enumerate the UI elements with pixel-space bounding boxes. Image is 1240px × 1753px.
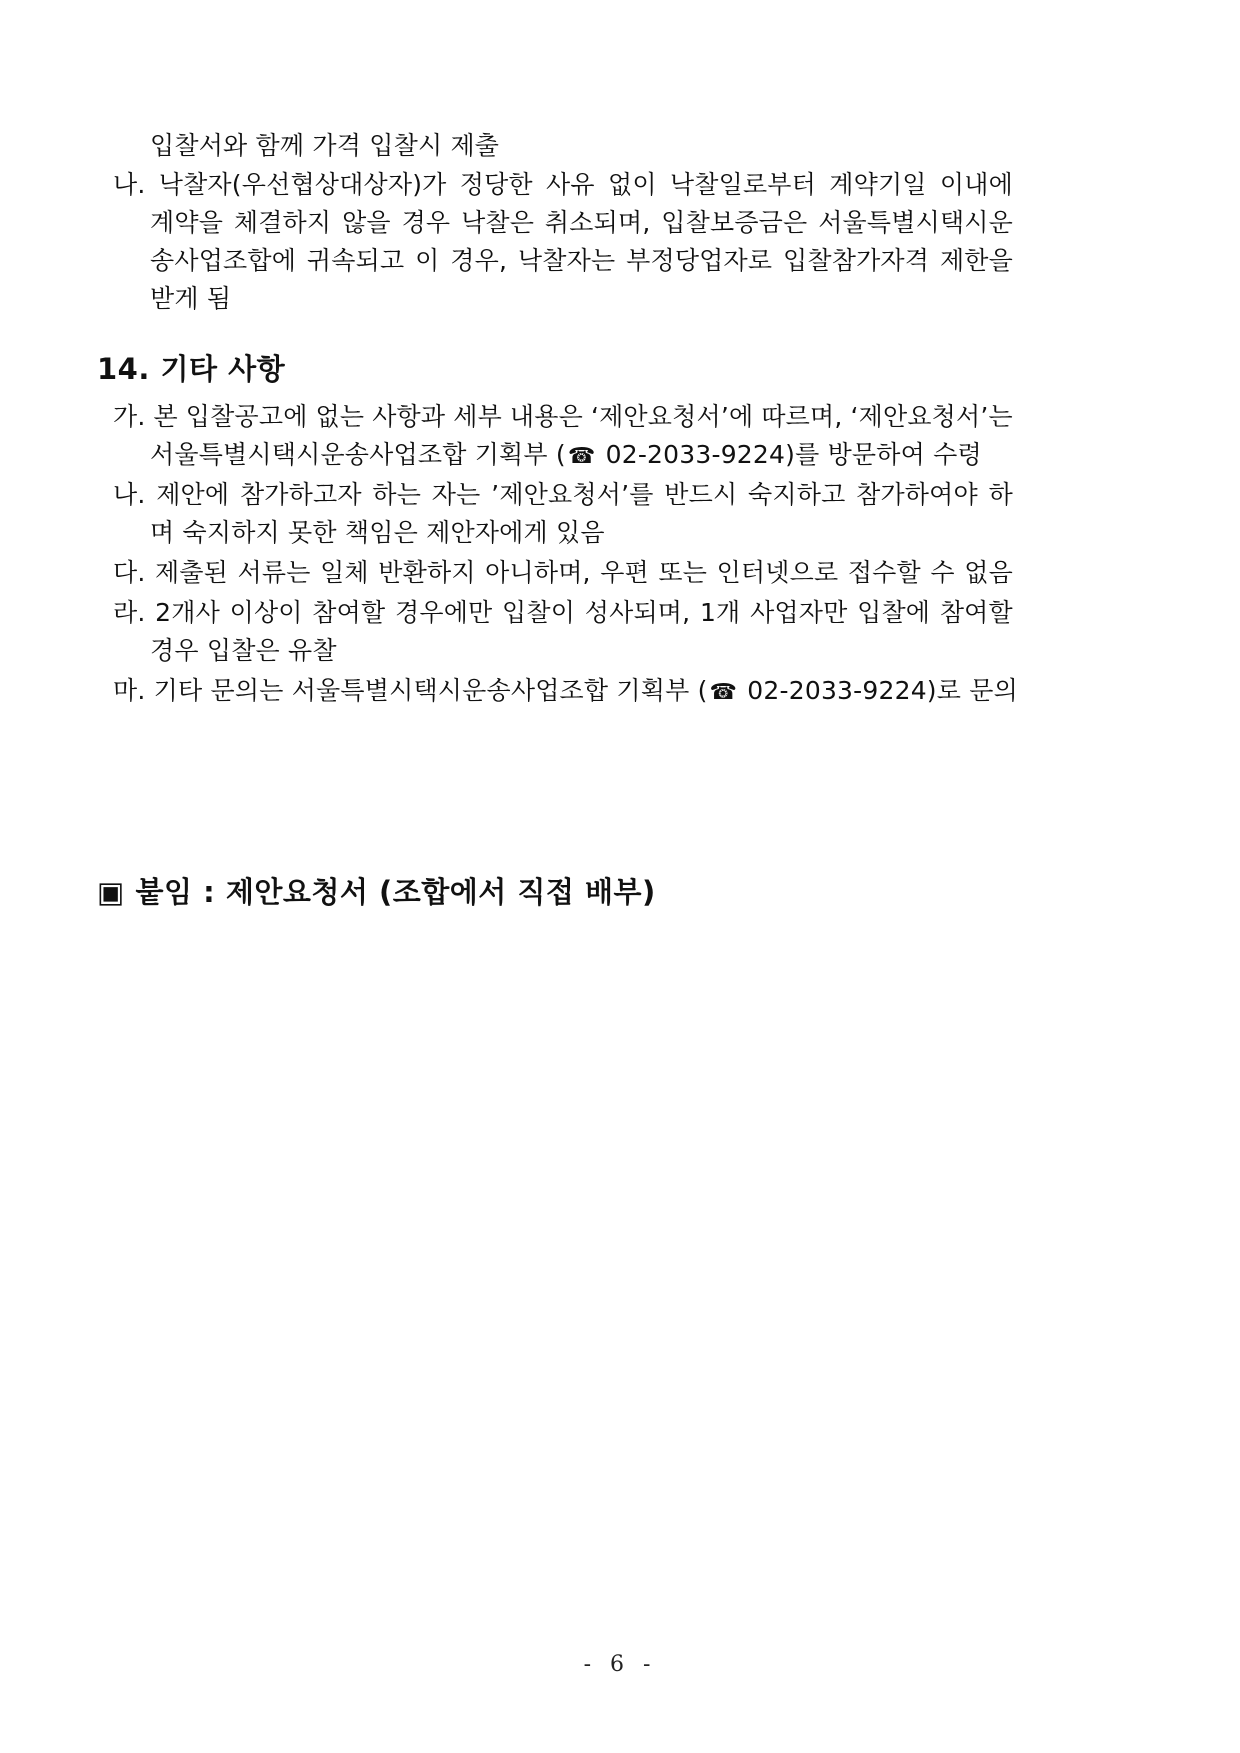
- item-ga-line2: 서울특별시택시운송사업조합 기획부 (☎ 02-2033-9224)를 방문하여 수령: [150, 437, 982, 475]
- word: 경우: [401, 208, 451, 237]
- item-da-line1: [113, 555, 1013, 591]
- word: 송사업조합에: [150, 246, 297, 275]
- item-na-prev-line1: [113, 167, 1013, 203]
- word: 입찰이: [502, 598, 576, 627]
- word: 이내에: [939, 170, 1013, 199]
- item-na-prev-line4: 받게 됨: [150, 284, 232, 313]
- item-na-prev-line3: [150, 243, 1013, 279]
- word: 않을: [342, 208, 391, 237]
- word: 사유: [546, 170, 595, 199]
- item-ma-line1: 마. 기타 문의는 서울특별시택시운송사업조합 기획부 (☎ 02-2033-9224)로 문의: [113, 673, 1018, 711]
- item-na-line1: [113, 477, 1013, 513]
- word: 세부: [453, 402, 502, 431]
- item-ga-line1: [113, 399, 1013, 435]
- word: 정당한: [459, 170, 533, 199]
- page-number: - 6 -: [583, 1652, 657, 1677]
- word: 성사되며,: [584, 598, 691, 627]
- word: 없음: [964, 558, 1013, 587]
- word: 2개사: [155, 598, 220, 627]
- word: 없이: [607, 170, 657, 199]
- word: 또는: [658, 558, 708, 587]
- word: 1개: [699, 598, 741, 627]
- word: 낙찰일로부터: [669, 170, 817, 199]
- item-ra-line1: [113, 595, 1013, 631]
- word: 이: [415, 246, 440, 275]
- word: 경우,: [450, 246, 508, 275]
- word: 참가하여야: [856, 480, 978, 509]
- word: 숙지하고: [748, 480, 846, 509]
- word: 하는: [372, 480, 422, 509]
- word: 다.: [113, 558, 146, 587]
- word: 계약을: [150, 208, 224, 237]
- word: 나.: [113, 170, 146, 199]
- word: 귀속되고: [306, 246, 405, 275]
- word: 반드시: [664, 480, 738, 509]
- word: 계약기일: [829, 170, 927, 199]
- word: 입찰보증금은: [661, 208, 808, 237]
- word: 제안에: [156, 480, 230, 509]
- word: 하: [988, 480, 1013, 509]
- word: 반환하지: [378, 558, 476, 587]
- phone-icon: ☎: [567, 444, 596, 469]
- word: 사업자만: [750, 598, 848, 627]
- word: 우편: [600, 558, 649, 587]
- word: 따르며,: [761, 402, 843, 431]
- item-na-prev-line2: [150, 205, 1013, 241]
- word: 낙찰자는: [517, 246, 616, 275]
- word: 부정당업자로: [626, 246, 773, 275]
- word: 제한을: [939, 246, 1013, 275]
- word: 체결하지: [233, 208, 332, 237]
- word: 인터넷으로: [716, 558, 839, 587]
- word: 취소되며,: [544, 208, 651, 237]
- word: 참여할: [939, 598, 1013, 627]
- word: 일체: [320, 558, 369, 587]
- word: 라.: [113, 598, 146, 627]
- word: 참여할: [312, 598, 386, 627]
- word: 서울특별시택시운: [818, 208, 1013, 237]
- item-na-line2: 며 숙지하지 못한 책임은 제안자에게 있음: [150, 518, 605, 547]
- word: 이상이: [229, 598, 303, 627]
- word: 낙찰자(우선협상대상자)가: [158, 170, 447, 199]
- word: 없는: [315, 402, 365, 431]
- phone-icon: ☎: [709, 680, 738, 705]
- word: 사항과: [372, 402, 446, 431]
- word: 제출된: [154, 558, 229, 587]
- word: 본: [153, 402, 178, 431]
- word: 입찰공고에: [185, 402, 308, 431]
- word: 입찰에: [857, 598, 931, 627]
- attachment-heading: ▣ 붙임 : 제안요청서 (조합에서 직접 배부): [97, 875, 656, 909]
- word: 수: [930, 558, 955, 587]
- word: 자는: [431, 480, 481, 509]
- section-heading: 14. 기타 사항: [97, 352, 286, 386]
- continuation-line: 입찰서와 함께 가격 입찰시 제출: [150, 131, 500, 160]
- word: 서류는: [237, 558, 311, 587]
- word: 접수할: [847, 558, 921, 587]
- word: 나.: [113, 480, 146, 509]
- word: 입찰참가자격: [783, 246, 930, 275]
- word: 내용은: [509, 402, 583, 431]
- word: ’제안요청서’를: [491, 480, 654, 509]
- word: 경우에만: [395, 598, 493, 627]
- item-ra-line2: 경우 입찰은 유찰: [150, 636, 337, 665]
- word: 참가하고자: [239, 480, 362, 509]
- word: 아니하며,: [485, 558, 591, 587]
- word: 가.: [113, 402, 146, 431]
- word: ‘제안요청서’에: [590, 402, 754, 431]
- word: ‘제안요청서’는: [850, 402, 1013, 431]
- word: 낙찰은: [461, 208, 535, 237]
